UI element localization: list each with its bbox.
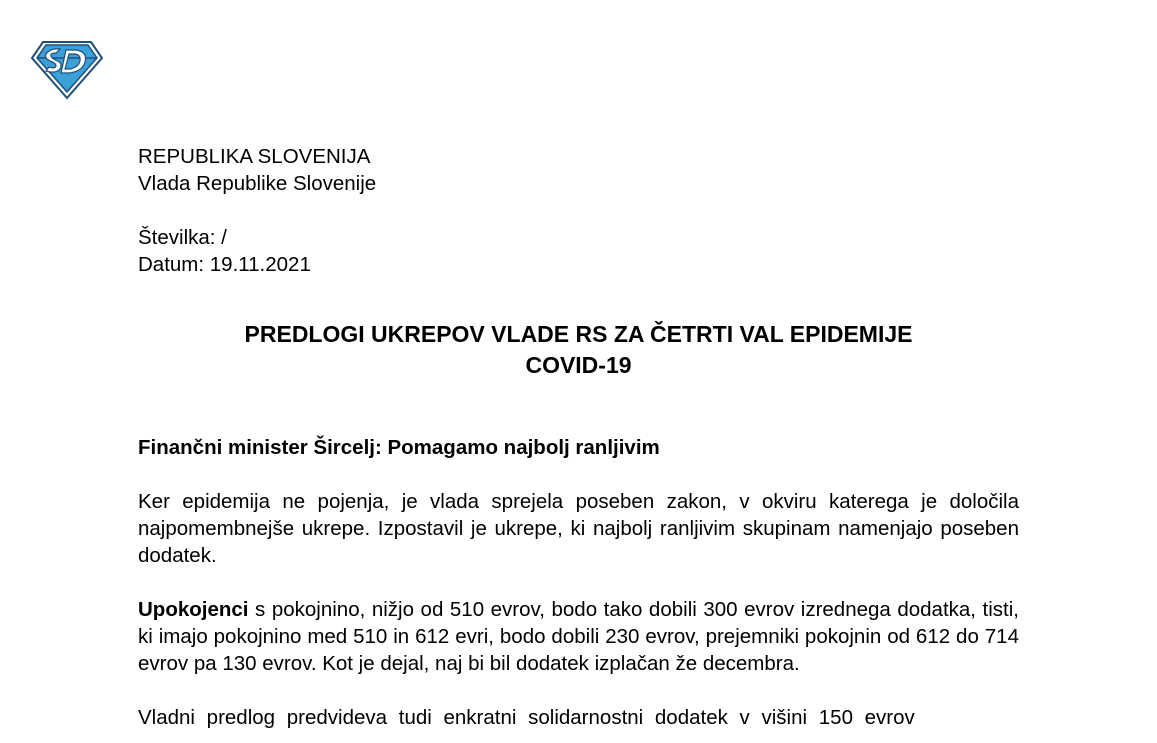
paragraph-intro: Ker epidemija ne pojenja, je vlada sprejela poseben zakon, v okviru katerega je določila najpomembnejše ukrepe. Izpostavil je ukrepe, ki najbolj ranljivim skupinam namenjajo poseben dodatek. [138,490,1019,567]
paragraph-pensioners [138,596,1019,677]
sd-logo [30,40,104,100]
document-title-line-1: PREDLOGI UKREPOV VLADE RS ZA ČETRTI VAL EPIDEMIJE [244,321,913,347]
pensioners-text: s pokojnino, nižjo od 510 evrov, bodo tako dobili 300 evrov izrednega dodatka, tisti, ki imajo pokojnino med 510 in 612 evri, bodo dobili 230 evrov, prejemniki pokojnin od 612 do 714 evrov pa 130 evrov. Kot je dejal, naj bi bil dodatek izplačan že decembra. [138,598,1019,675]
sd-diamond-logo-icon [30,40,104,100]
republic-name: REPUBLIKA SLOVENIJA [138,145,371,168]
document-date: Datum: 19.11.2021 [138,253,311,276]
document-title-line-2: COVID-19 [525,352,632,378]
document-number: Številka: / [138,226,227,249]
section-heading: Finančni minister Šircelj: Pomagamo najbolj ranljivim [138,436,660,459]
pensioners-label: Upokojenci [138,598,249,621]
paragraph-solidarity-partial: Vladni predlog predvideva tudi enkratni solidarnostni dodatek v višini 150 evrov [138,706,915,729]
document-body [138,143,1019,731]
government-name: Vlada Republike Slovenije [138,172,377,195]
